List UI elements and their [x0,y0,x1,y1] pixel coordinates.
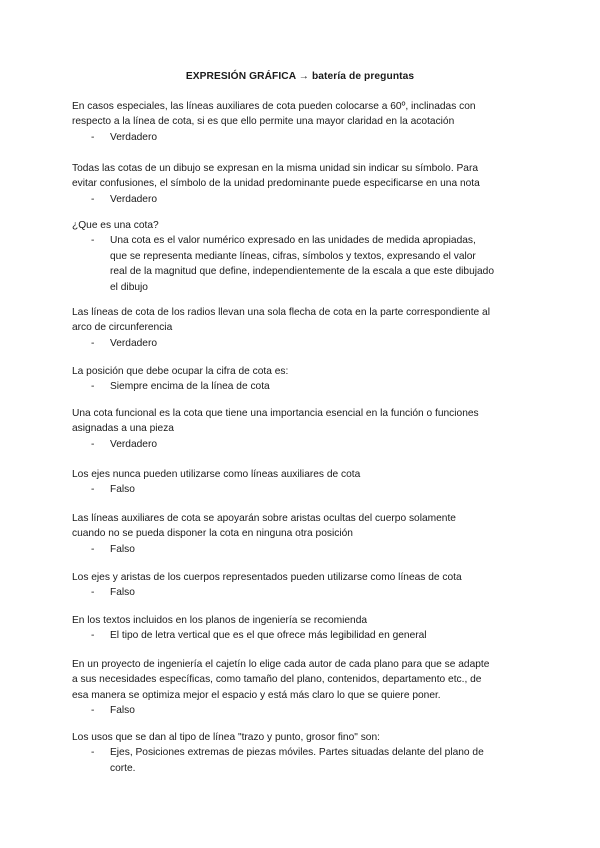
question: Una cota funcional es la cota que tiene una importancia esencial en la función o funciones asignadas a una pieza [72,408,479,435]
answer: - Ejes, Posiciones extremas de piezas móviles. Partes situadas delante del plano de corte. [72,745,532,776]
qa-item-5 [72,364,532,395]
answer: - Verdadero [72,130,532,145]
bullet-dash: - [91,630,95,642]
qa-item-7 [72,467,532,498]
bullet-dash: - [91,484,95,496]
question: Todas las cotas de un dibujo se expresan en la misma unidad sin indicar su símbolo. Para evitar confusiones, el símbolo de la unidad predominante puede especificarse en una nota [72,163,480,190]
qa-item-4 [72,305,532,351]
answer: - Falso [72,585,532,600]
question: Las líneas auxiliares de cota se apoyarán sobre aristas ocultas del cuerpo solamente cuando no se pueda disponer la cota en ninguna otra posición [72,513,456,540]
bullet-dash: - [91,705,95,717]
qa-item-1 [72,99,532,145]
bullet-dash: - [91,587,95,599]
bullet-dash: - [91,337,95,349]
qa-item-12 [72,730,532,776]
answer: - Una cota es el valor numérico expresado en las unidades de medida apropiadas, que se representa mediante líneas, cifras, símbolos y textos, expresando el valor real de la magnitud que define, independientemente de la escala a que este dibujado el dibujo [72,233,532,295]
qa-item-10 [72,613,532,644]
qa-item-6 [72,406,532,452]
document-title: EXPRESIÓN GRÁFICA → batería de preguntas [185,71,415,82]
answer: - Falso [72,542,532,557]
question: ¿Que es una cota? [72,220,159,231]
question: Los usos que se dan al tipo de línea "trazo y punto, grosor fino" son: [72,732,380,743]
bullet-dash: - [91,193,95,205]
answer: - Verdadero [72,192,532,207]
question: En los textos incluidos en los planos de ingeniería se recomienda [72,615,368,626]
bullet-dash: - [91,131,95,143]
answer: - Falso [72,703,532,718]
answer: - El tipo de letra vertical que es el que ofrece más legibilidad en general [72,628,532,643]
bullet-dash: - [91,438,95,450]
answer: - Falso [72,482,532,497]
question: Las líneas de cota de los radios llevan una sola flecha de cota en la parte correspondiente al arco de circunferencia [72,307,490,334]
bullet-dash: - [91,235,95,247]
question: Los ejes y aristas de los cuerpos representados pueden utilizarse como líneas de cota [72,572,462,583]
qa-item-2 [72,161,532,207]
question: En casos especiales, las líneas auxiliares de cota pueden colocarse a 60º, inclinadas con respecto a la línea de cota, si es que ello permite una mayor claridad en la acotación [72,101,476,128]
bullet-dash: - [91,543,95,555]
bullet-dash: - [91,381,95,393]
question: En un proyecto de ingeniería el cajetín lo elige cada autor de cada plano para que se adapte a sus necesidades específicas, como tamaño del plano, contenidos, departamento etc., de esa manera se optimiza mejor el espacio y está más claro lo que se quiere poner. [72,659,490,701]
question: La posición que debe ocupar la cifra de cota es: [72,366,289,377]
qa-item-11 [72,657,532,719]
answer: - Verdadero [72,437,532,452]
answer: - Siempre encima de la línea de cota [72,379,532,394]
question: Los ejes nunca pueden utilizarse como líneas auxiliares de cota [72,469,361,480]
qa-item-8 [72,511,532,557]
bullet-dash: - [91,747,95,759]
qa-item-3 [72,218,532,295]
qa-item-9 [72,570,532,601]
answer: - Verdadero [72,336,532,351]
